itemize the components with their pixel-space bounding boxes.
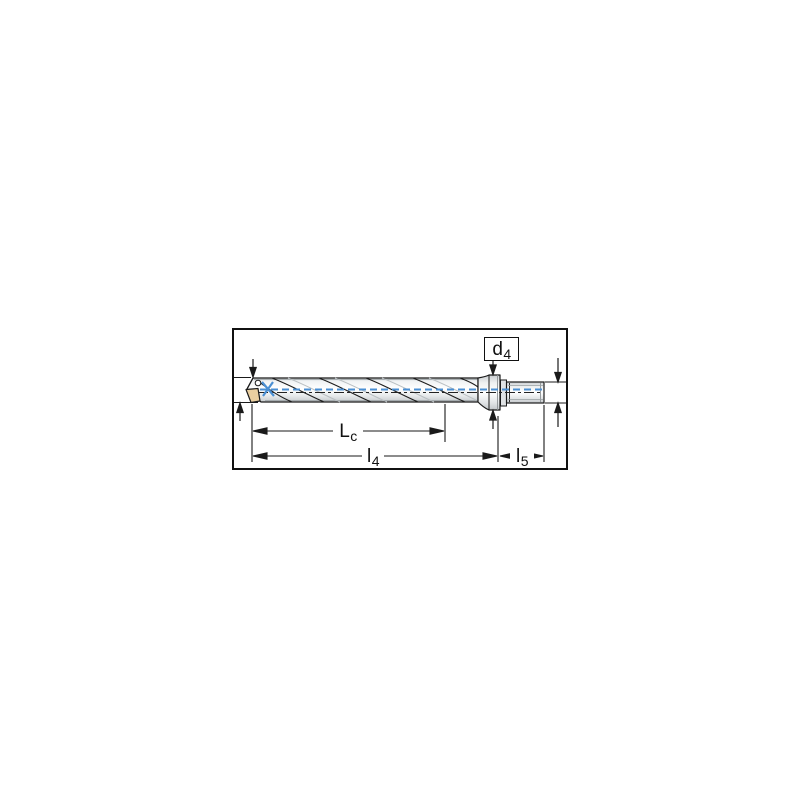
label-l4-sub: 4: [371, 453, 380, 469]
label-d4-sub: 4: [503, 346, 512, 362]
label-lc: [333, 420, 363, 444]
label-l5-main: l: [515, 445, 521, 467]
label-l4: [362, 445, 384, 469]
label-d4: [484, 337, 519, 361]
label-d4-main: d: [492, 338, 503, 360]
label-lc-sub: c: [350, 428, 358, 444]
drawing-figure: [232, 328, 568, 470]
label-l5: [510, 445, 534, 469]
label-lc-main: L: [339, 420, 350, 442]
label-l5-sub: 5: [520, 453, 529, 469]
insert-screw-icon: [255, 380, 261, 386]
label-l4-main: l: [366, 445, 372, 467]
